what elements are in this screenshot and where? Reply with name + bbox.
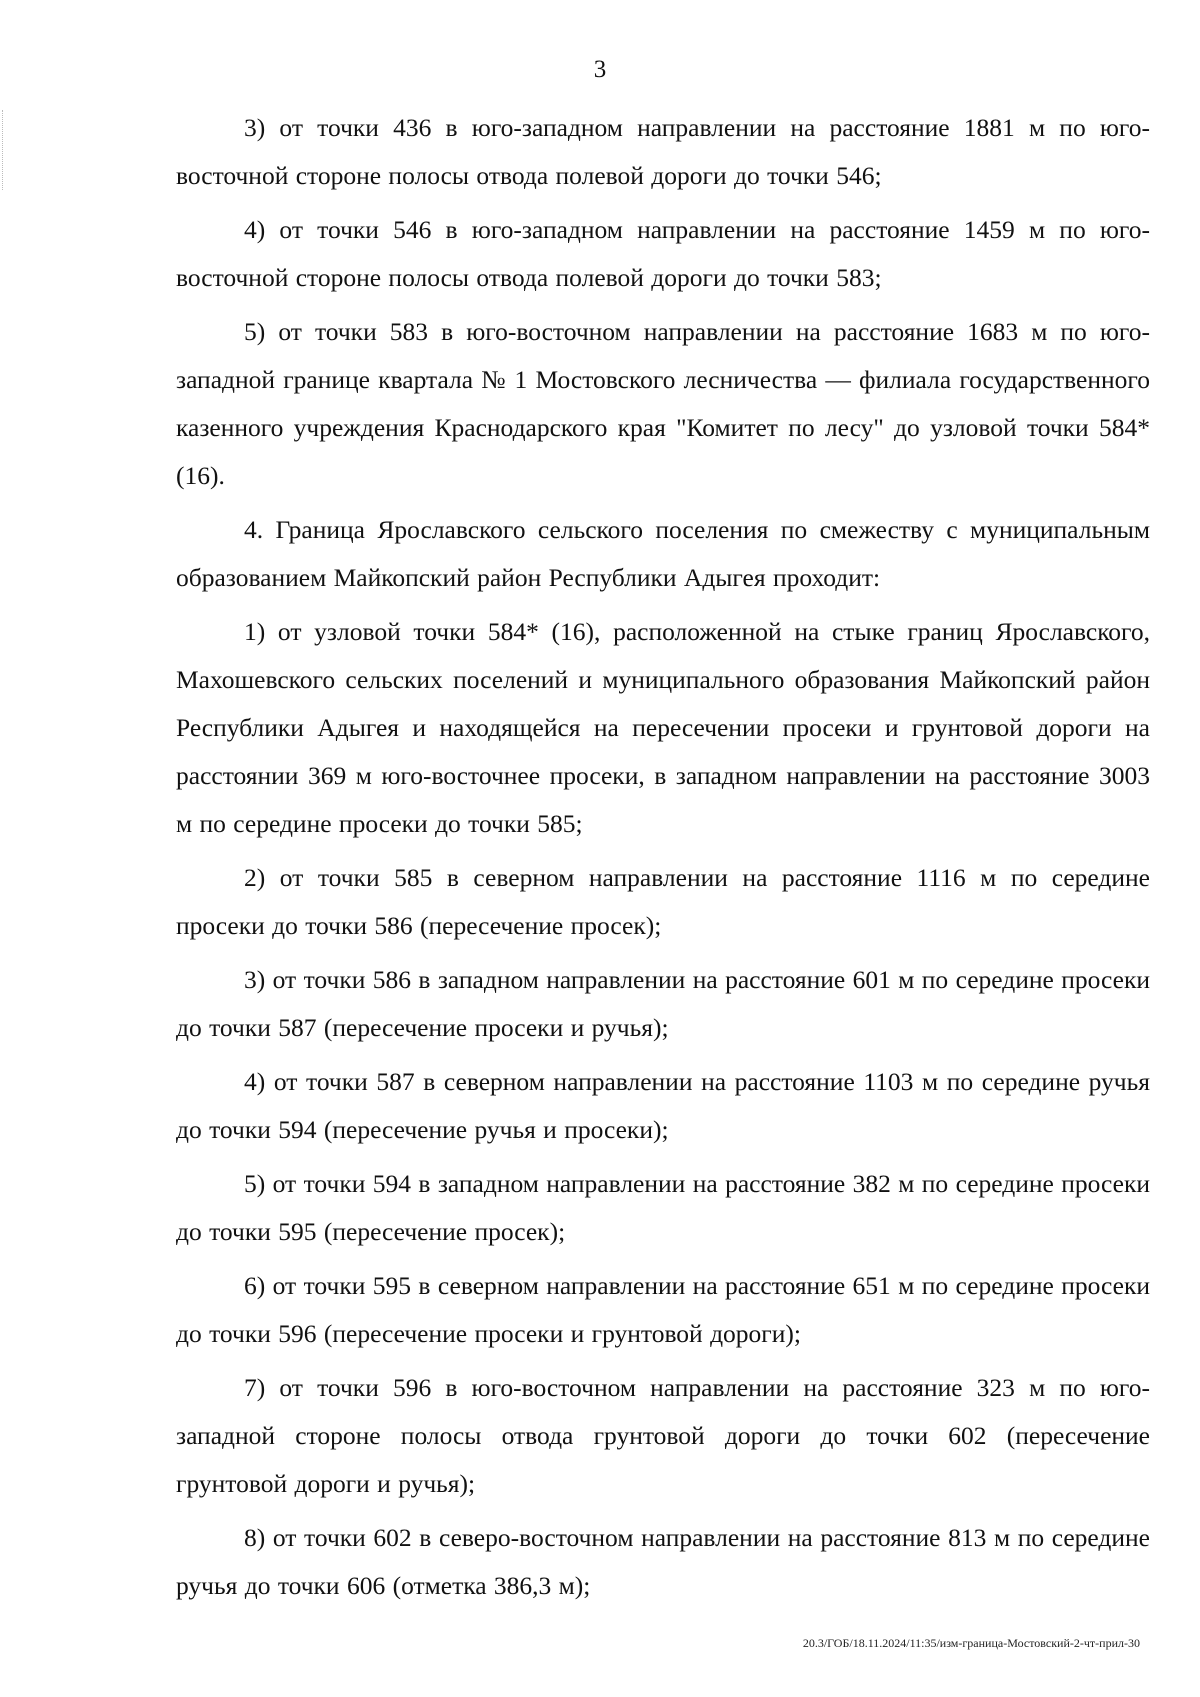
paragraph: 3) от точки 436 в юго-западном направлении на расстояние 1881 м по юго-восточной стороне полосы отвода полевой дороги до точки 546; [176, 113, 1150, 190]
paragraph: 1) от узловой точки 584* (16), расположенной на стыке границ Ярославского, Махошевского сельских поселений и муниципального образования Майкопский район Республики Адыгея и находящейся на пересечении просеки и грунтовой дороги на расстоянии 369 м юго-восточнее просеки, в западном направлении на расстояние 3003 м по середине просеки до точки 585; [176, 617, 1150, 838]
document-body [176, 104, 1150, 1616]
document-footer-code: 20.3/ГОБ/18.11.2024/11:35/изм-граница-Мостовский-2-чт-прил-30 [802, 1636, 1140, 1650]
paragraph: 4) от точки 587 в северном направлении на расстояние 1103 м по середине ручья до точки 594 (пересечение ручья и просеки); [176, 1067, 1150, 1144]
paragraph: 5) от точки 594 в западном направлении на расстояние 382 м по середине просеки до точки 595 (пересечение просек); [176, 1169, 1150, 1246]
scan-edge-marks [2, 110, 5, 190]
paragraph: 8) от точки 602 в северо-восточном направлении на расстояние 813 м по середине ручья до точки 606 (отметка 386,3 м); [176, 1523, 1150, 1600]
paragraph: 2) от точки 585 в северном направлении на расстояние 1116 м по середине просеки до точки 586 (пересечение просек); [176, 863, 1150, 940]
paragraph: 5) от точки 583 в юго-восточном направлении на расстояние 1683 м по юго-западной границе квартала № 1 Мостовского лесничества — филиала государственного казенного учреждения Краснодарского края "Комитет по лесу" до узловой точки 584* (16). [176, 317, 1150, 490]
page-number: 3 [593, 56, 607, 83]
paragraph: 4. Граница Ярославского сельского поселения по смежеству с муниципальным образованием Майкопский район Республики Адыгея проходит: [176, 515, 1150, 592]
paragraph: 7) от точки 596 в юго-восточном направлении на расстояние 323 м по юго-западной стороне полосы отвода грунтовой дороги до точки 602 (пересечение грунтовой дороги и ручья); [176, 1373, 1150, 1498]
paragraph: 6) от точки 595 в северном направлении на расстояние 651 м по середине просеки до точки 596 (пересечение просеки и грунтовой дороги); [176, 1271, 1150, 1348]
paragraph: 3) от точки 586 в западном направлении на расстояние 601 м по середине просеки до точки 587 (пересечение просеки и ручья); [176, 965, 1150, 1042]
paragraph: 4) от точки 546 в юго-западном направлении на расстояние 1459 м по юго-восточной стороне полосы отвода полевой дороги до точки 583; [176, 215, 1150, 292]
